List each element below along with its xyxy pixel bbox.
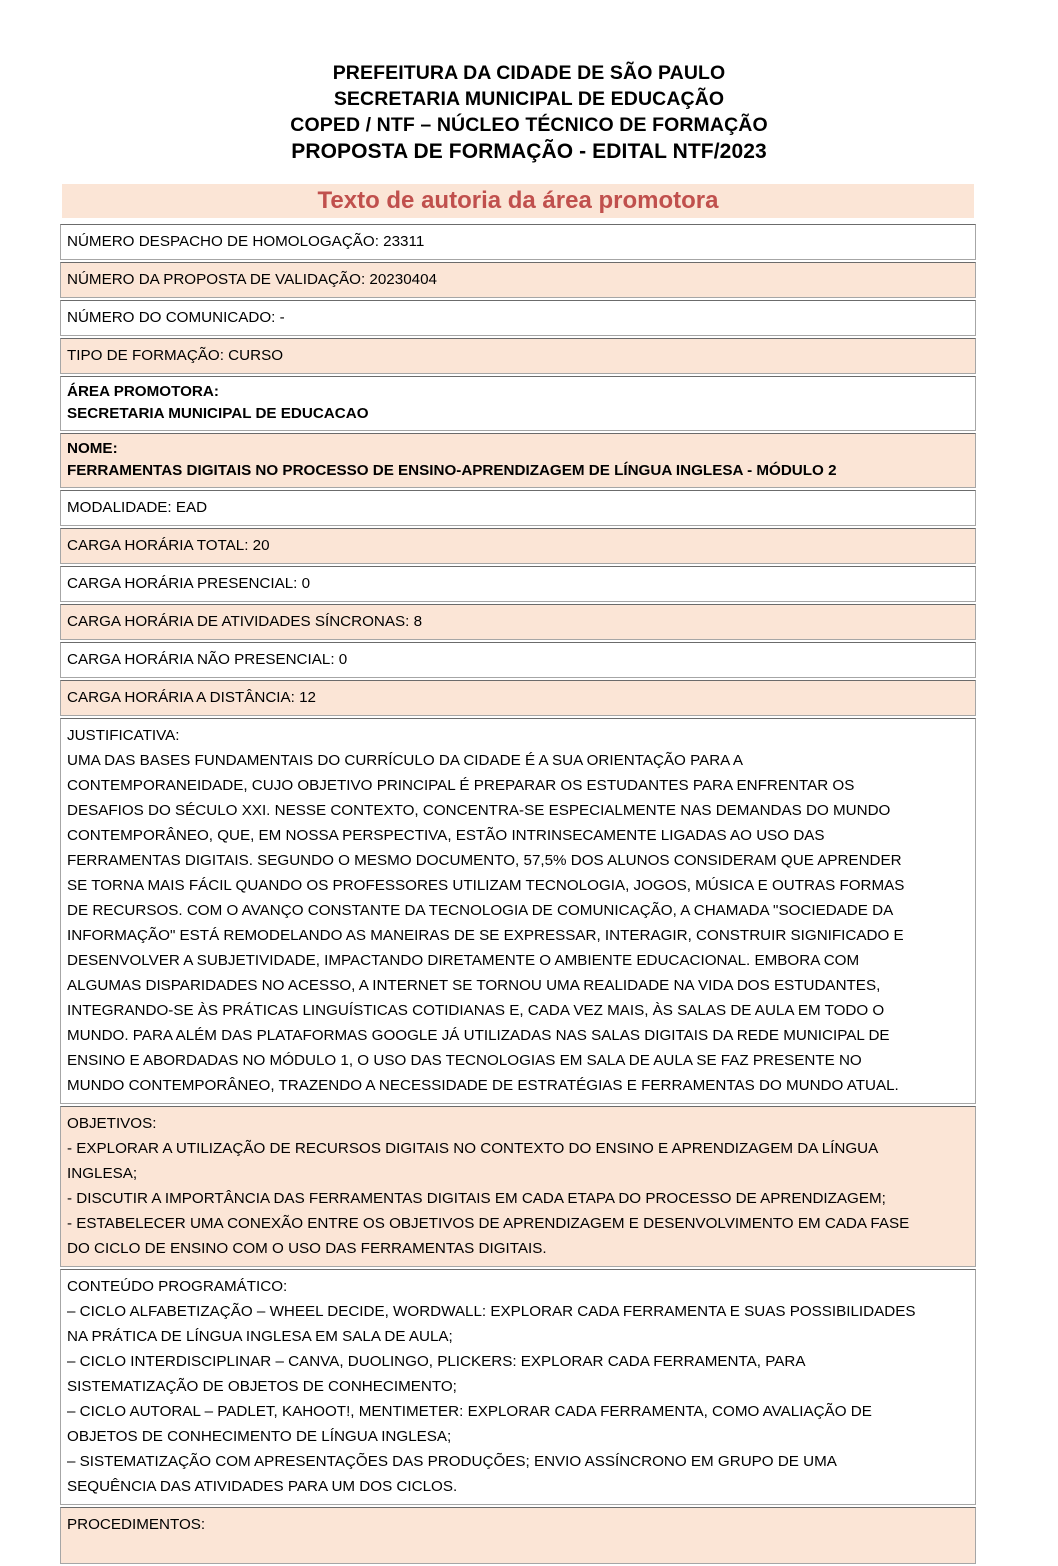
header-line-prefeitura: PREFEITURA DA CIDADE DE SÃO PAULO: [332, 62, 726, 84]
table-row-justificativa: [60, 718, 976, 1104]
cell-carga-sincronas: CARGA HORÁRIA DE ATIVIDADES SÍNCRONAS: 8: [60, 604, 976, 640]
justificativa-line: ALGUMAS DISPARIDADES NO ACESSO, A INTERNET SE TORNOU UMA REALIDADE NA VIDA DOS ESTUDANTES,: [67, 977, 881, 994]
cell-carga-nao-presencial: CARGA HORÁRIA NÃO PRESENCIAL: 0: [60, 642, 976, 678]
justificativa-line: SE TORNA MAIS FÁCIL QUANDO OS PROFESSORES UTILIZAM TECNOLOGIA, JOGOS, MÚSICA E OUTRAS FORMAS: [67, 877, 905, 894]
objetivos-line: - DISCUTIR A IMPORTÂNCIA DAS FERRAMENTAS DIGITAIS EM CADA ETAPA DO PROCESSO DE APRENDIZAGEM;: [67, 1190, 886, 1207]
justificativa-line: CONTEMPORANEIDADE, CUJO OBJETIVO PRINCIPAL É PREPARAR OS ESTUDANTES PARA ENFRENTAR OS: [67, 777, 855, 794]
header-line-proposta-edital: PROPOSTA DE FORMAÇÃO - EDITAL NTF/2023: [291, 140, 767, 163]
cell-proposta: NÚMERO DA PROPOSTA DE VALIDAÇÃO: 20230404: [60, 262, 976, 298]
conteudo-label: CONTEÚDO PROGRAMÁTICO:: [67, 1278, 288, 1295]
conteudo-line: SEQUÊNCIA DAS ATIVIDADES PARA UM DOS CICLOS.: [67, 1478, 458, 1495]
cell-modalidade: MODALIDADE: EAD: [60, 490, 976, 526]
table-row-objetivos: [60, 1106, 976, 1267]
authorship-banner: [62, 184, 974, 218]
table-row-despacho: [60, 224, 976, 260]
cell-despacho: NÚMERO DESPACHO DE HOMOLOGAÇÃO: 23311: [60, 224, 976, 260]
area-promotora-label: ÁREA PROMOTORA:: [67, 383, 219, 400]
objetivos-line: DO CICLO DE ENSINO COM O USO DAS FERRAMENTAS DIGITAIS.: [67, 1240, 547, 1257]
nome-value: FERRAMENTAS DIGITAIS NO PROCESSO DE ENSINO-APRENDIZAGEM DE LÍNGUA INGLESA - MÓDULO 2: [67, 462, 837, 479]
cell-conteudo-programatico: [60, 1269, 976, 1505]
authorship-banner-text: Texto de autoria da área promotora: [317, 187, 719, 214]
justificativa-line: MUNDO CONTEMPORÂNEO, TRAZENDO A NECESSIDADE DE ESTRATÉGIAS E FERRAMENTAS DO MUNDO ATUAL.: [67, 1077, 899, 1094]
cell-objetivos: [60, 1106, 976, 1267]
header-line-coped-ntf: COPED / NTF – NÚCLEO TÉCNICO DE FORMAÇÃO: [290, 114, 768, 136]
justificativa-line: UMA DAS BASES FUNDAMENTAIS DO CURRÍCULO DA CIDADE É A SUA ORIENTAÇÃO PARA A: [67, 752, 743, 769]
justificativa-line: FERRAMENTAS DIGITAIS. SEGUNDO O MESMO DOCUMENTO, 57,5% DOS ALUNOS CONSIDERAM QUE APRENDER: [67, 852, 902, 869]
conteudo-line: – CICLO AUTORAL – PADLET, KAHOOT!, MENTIMETER: EXPLORAR CADA FERRAMENTA, COMO AVALIAÇÃO DE: [67, 1403, 872, 1420]
justificativa-line: MUNDO. PARA ALÉM DAS PLATAFORMAS GOOGLE JÁ UTILIZADAS NAS SALAS DIGITAIS DA REDE MUNICIPAL DE: [67, 1027, 890, 1044]
nome-label: NOME:: [67, 440, 118, 457]
cell-carga-presencial: CARGA HORÁRIA PRESENCIAL: 0: [60, 566, 976, 602]
table-row-carga-presencial: [60, 566, 976, 602]
table-row-carga-total: [60, 528, 976, 564]
justificativa-line: DESENVOLVER A SUBJETIVIDADE, IMPACTANDO DIRETAMENTE O AMBIENTE EDUCACIONAL. EMBORA COM: [67, 952, 860, 969]
conteudo-line: – CICLO ALFABETIZAÇÃO – WHEEL DECIDE, WORDWALL: EXPLORAR CADA FERRAMENTA E SUAS POSSIBILIDADES: [67, 1303, 916, 1320]
conteudo-line: OBJETOS DE CONHECIMENTO DE LÍNGUA INGLESA;: [67, 1428, 452, 1445]
table-row-carga-distancia: [60, 680, 976, 716]
table-row-nome: [60, 433, 976, 488]
justificativa-line: CONTEMPORÂNEO, QUE, EM NOSSA PERSPECTIVA, ESTÃO INTRINSECAMENTE LIGADAS AO USO DAS: [67, 827, 825, 844]
justificativa-label: JUSTIFICATIVA:: [67, 727, 180, 744]
table-row-tipo-formacao: [60, 338, 976, 374]
conteudo-line: – SISTEMATIZAÇÃO COM APRESENTAÇÕES DAS PRODUÇÕES; ENVIO ASSÍNCRONO EM GRUPO DE UMA: [67, 1453, 837, 1470]
header-line-secretaria: SECRETARIA MUNICIPAL DE EDUCAÇÃO: [333, 88, 725, 110]
table-row-area-promotora: [60, 376, 976, 431]
area-promotora-value: SECRETARIA MUNICIPAL DE EDUCACAO: [67, 405, 369, 422]
cell-carga-distancia: CARGA HORÁRIA A DISTÂNCIA: 12: [60, 680, 976, 716]
cell-comunicado: NÚMERO DO COMUNICADO: -: [60, 300, 976, 336]
justificativa-line: DESAFIOS DO SÉCULO XXI. NESSE CONTEXTO, CONCENTRA-SE ESPECIALMENTE NAS DEMANDAS DO MUNDO: [67, 802, 891, 819]
cell-carga-total: CARGA HORÁRIA TOTAL: 20: [60, 528, 976, 564]
table-row-modalidade: [60, 490, 976, 526]
cell-tipo-formacao: TIPO DE FORMAÇÃO: CURSO: [60, 338, 976, 374]
cell-area-promotora: [60, 376, 976, 431]
conteudo-line: – CICLO INTERDISCIPLINAR – CANVA, DUOLINGO, PLICKERS: EXPLORAR CADA FERRAMENTA, PARA: [67, 1353, 806, 1370]
objetivos-line: INGLESA;: [67, 1165, 138, 1182]
cell-procedimentos: PROCEDIMENTOS:: [60, 1507, 976, 1564]
objetivos-line: - EXPLORAR A UTILIZAÇÃO DE RECURSOS DIGITAIS NO CONTEXTO DO ENSINO E APRENDIZAGEM DA LÍNGUA: [67, 1140, 879, 1157]
table-row-comunicado: [60, 300, 976, 336]
table-row-carga-sincronas: [60, 604, 976, 640]
cell-nome: [60, 433, 976, 488]
table-row-proposta: [60, 262, 976, 298]
document-header: [0, 60, 1058, 166]
justificativa-line: DE RECURSOS. COM O AVANÇO CONSTANTE DA TECNOLOGIA DE COMUNICAÇÃO, A CHAMADA "SOCIEDADE DA: [67, 902, 894, 919]
cell-justificativa: [60, 718, 976, 1104]
justificativa-line: INFORMAÇÃO" ESTÁ REMODELANDO AS MANEIRAS DE SE EXPRESSAR, INTERAGIR, CONSTRUIR SIGNIFICADO E: [67, 927, 904, 944]
objetivos-label: OBJETIVOS:: [67, 1115, 157, 1132]
conteudo-line: SISTEMATIZAÇÃO DE OBJETOS DE CONHECIMENTO;: [67, 1378, 457, 1395]
conteudo-line: NA PRÁTICA DE LÍNGUA INGLESA EM SALA DE AULA;: [67, 1328, 453, 1345]
justificativa-line: ENSINO E ABORDADAS NO MÓDULO 1, O USO DAS TECNOLOGIAS EM SALA DE AULA SE FAZ PRESENTE NO: [67, 1052, 862, 1069]
table-row-conteudo-programatico: [60, 1269, 976, 1505]
proposal-table: [60, 222, 976, 1566]
justificativa-line: INTEGRANDO-SE ÀS PRÁTICAS LINGUÍSTICAS COTIDIANAS E, CADA VEZ MAIS, ÀS SALAS DE AULA EM TODO O: [67, 1002, 885, 1019]
objetivos-line: - ESTABELECER UMA CONEXÃO ENTRE OS OBJETIVOS DE APRENDIZAGEM E DESENVOLVIMENTO EM CADA FASE: [67, 1215, 910, 1232]
table-row-carga-nao-presencial: [60, 642, 976, 678]
table-row-procedimentos: [60, 1507, 976, 1564]
